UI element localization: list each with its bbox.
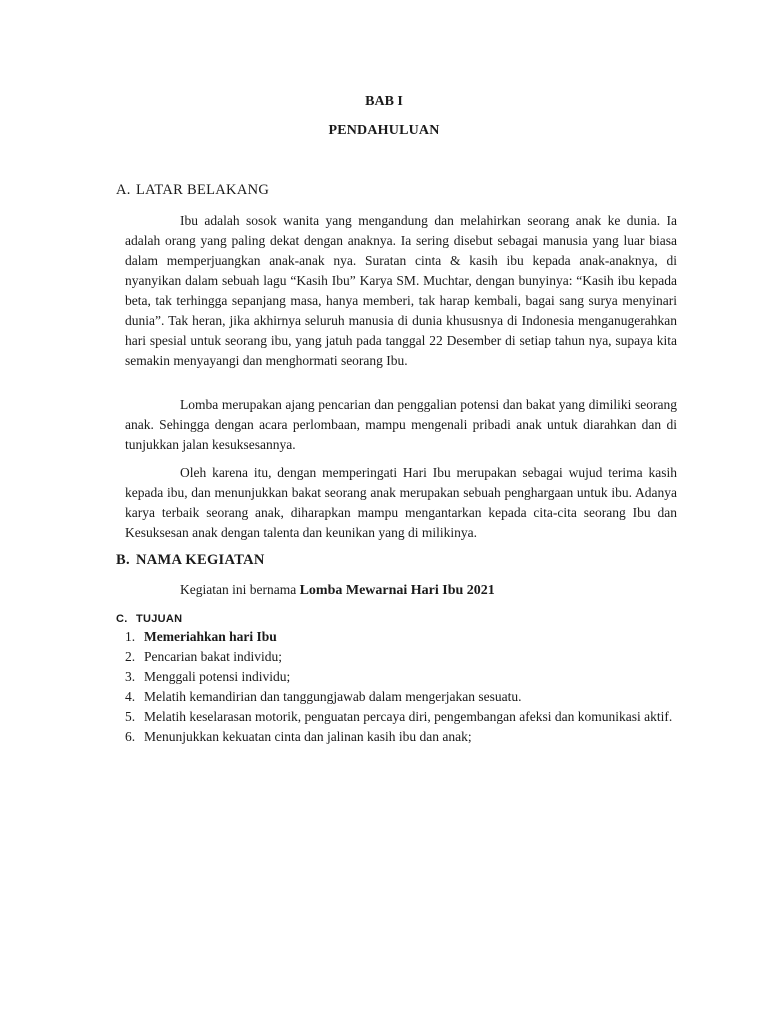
- list-item-text: Melatih keselarasan motorik, penguatan percaya diri, pengembangan afeksi dan komunikasi aktif.: [144, 709, 673, 724]
- list-item: [125, 667, 677, 687]
- section-c-heading: [116, 609, 182, 629]
- list-item-number: 3.: [125, 669, 136, 684]
- list-item-number: 6.: [125, 729, 136, 744]
- paragraph-latar-belakang-2: Lomba merupakan ajang pencarian dan penggalian potensi dan bakat yang dimiliki seorang anak. Sehingga dengan acara perlombaan, mampu mengenali pribadi anak untuk diarahkan dan di tunjukkan jalan kesuksesannya.: [125, 397, 677, 452]
- chapter-number: BAB I: [365, 94, 403, 109]
- section-c-number: C.: [116, 613, 128, 625]
- list-item: [125, 627, 677, 647]
- section-c-title: TUJUAN: [136, 613, 183, 625]
- list-item-number: 2.: [125, 649, 136, 664]
- list-item-text: Pencarian bakat individu;: [144, 649, 282, 664]
- event-name: Lomba Mewarnai Hari Ibu 2021: [299, 583, 495, 598]
- list-item-number: 4.: [125, 689, 136, 704]
- chapter-title: PENDAHULUAN: [328, 123, 440, 138]
- section-a-heading: [116, 180, 269, 200]
- list-item-text: Melatih kemandirian dan tanggungjawab dalam mengerjakan sesuatu.: [144, 689, 522, 704]
- objectives-list: [125, 627, 677, 747]
- list-item: [125, 707, 677, 727]
- section-a-title: LATAR BELAKANG: [136, 182, 270, 198]
- list-item-text: Menggali potensi individu;: [144, 669, 291, 684]
- event-name-prefix: Kegiatan ini bernama: [180, 582, 300, 597]
- section-b-number: B.: [116, 552, 130, 568]
- list-item: [125, 647, 677, 667]
- section-a-number: A.: [116, 182, 131, 198]
- list-item: [125, 727, 677, 747]
- paragraph-latar-belakang-3: Oleh karena itu, dengan memperingati Hari Ibu merupakan sebagai wujud terima kasih kepada ibu, dan menunjukkan bakat seorang anak merupakan sebuah penghargaan untuk ibu. Adanya karya terbaik seorang anak, diharapkan mampu mengantarkan kepada cita-cita seorang Ibu dan Kesuksesan anak dengan talenta dan keunikan yang di milikinya.: [125, 465, 677, 540]
- section-b-title: NAMA KEGIATAN: [136, 552, 265, 568]
- paragraph-latar-belakang-1: Ibu adalah sosok wanita yang mengandung dan melahirkan seorang anak ke dunia. Ia adalah orang yang paling dekat dengan anaknya. Ia sering disebut sebagai manusia yang luar biasa dalam memperjuangkan anak-anak nya. Suratan cinta & kasih ibu kepada anak-anaknya, di nyanyikan dalam sebuah lagu “Kasih Ibu” Karya SM. Muchtar, dengan bunyinya: “Kasih ibu kepada beta, tak terhingga sepanjang masa, hanya memberi, tak harap kembali, bagai sang surya menyinari dunia”. Tak heran, jika akhirnya seluruh manusia di dunia khususnya di Indonesia menganugerahkan hari spesial untuk seorang ibu, yang jatuh pada tanggal 22 Desember di setiap tahun nya, supaya kita semakin menyayangi dan menghormati seorang Ibu.: [125, 213, 677, 368]
- section-b-heading: [116, 550, 265, 570]
- event-name-line: [180, 580, 495, 601]
- list-item: [125, 687, 677, 707]
- list-item-text: Memeriahkan hari Ibu: [144, 629, 277, 644]
- list-item-number: 5.: [125, 709, 136, 724]
- list-item-number: 1.: [125, 629, 136, 644]
- list-item-text: Menunjukkan kekuatan cinta dan jalinan kasih ibu dan anak;: [144, 729, 472, 744]
